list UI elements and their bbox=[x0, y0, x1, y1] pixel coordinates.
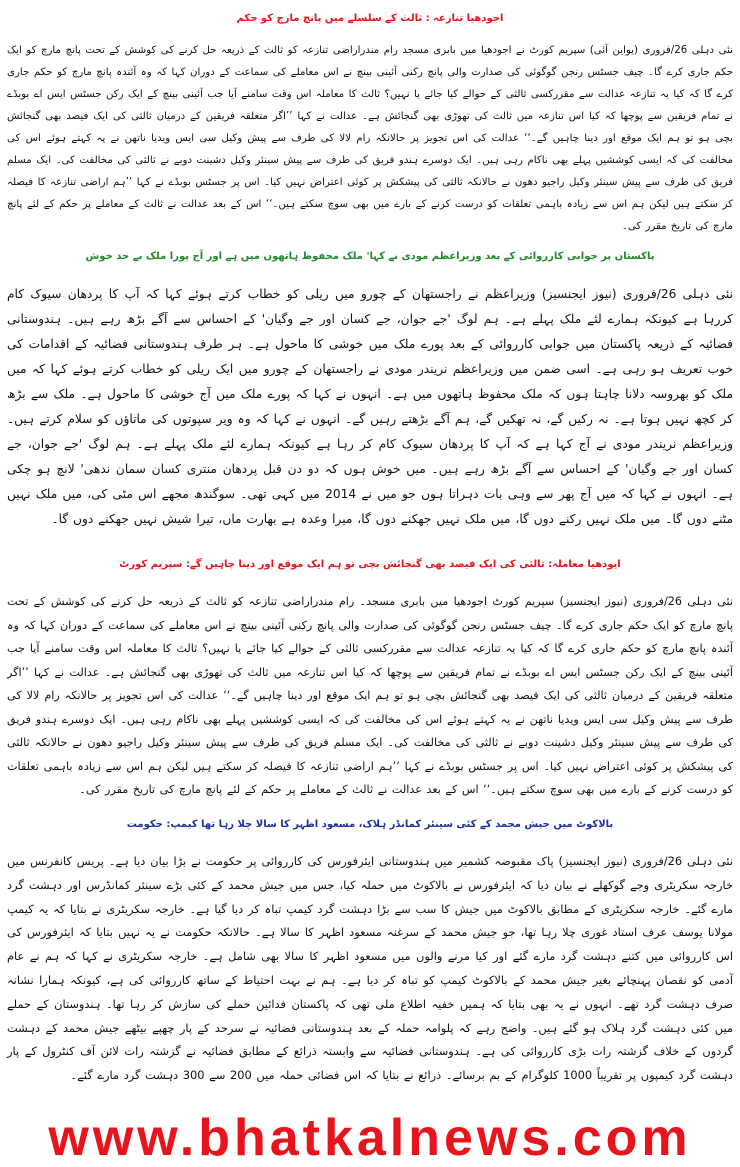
article-headline: ایودھیا معاملہ: ثالثی کی ایک فیصد بھی گنجائش بچی تو ہم ایک موقع اور دینا چاہیں گے: سپریم کورٹ bbox=[119, 559, 621, 570]
article-headline: اجودھیا تنازعہ : ثالث کے سلسلے میں پانچ مارچ کو حکم bbox=[236, 13, 504, 24]
article-body: نئی دہلی 26/فروری (نیوز ایجنسیز) سپریم کورٹ اجودھیا میں بابری مسجد۔ رام مندراراضی تنازعہ کو ثالث کے ذریعہ حل کرنے کی کوشش کے تحت پانچ مارچ کو ایک حکم جاری کرے گا۔ چیف جسٹس رنجن گوگوئی کی صدارت والی پانچ رکنی آئینی بینچ نے اس معاملے کی سماعت کے دوران کہا کہ وہ آئندہ پانچ مارچ کو حکم جاری کرے گا کہ کیا یہ تنازعہ عدالت سے مقررکسی ثالثی کے حوالے کیا جائے یا نہیں؟ ثالث کا معاملہ اس وقت سامنے آیا جب آئینی بینچ کے ایک رکن جسٹس ایس اے بوبڈے نے تمام فریقین سے پوچھا کہ کیا اس تنازعہ میں ثالث کی تھوڑی بھی گنجائش ہے۔ عدالت نے کہا ’’اگر متعلقہ فریقین کے درمیان ثالثی کی ایک فیصد بھی گنجائش بچی ہو تو ہم ایک موقع اور دینا چاہیں گے۔‘‘ عدالت کی اس تجویز پر حالانکہ رام لالا کی طرف سے پیش وکیل سی ایس ویدیا ناتھن نے یہ کہتے ہوئے اس کی مخالفت کی کہ ایسی کوششیں پہلے بھی ناکام رہی ہیں۔ ایک دوسرے ہندو فریق کی طرف سے پیش سینئر وکیل دشینت دوبے نے ثالثی کی مخالفت کی۔ ایک مسلم فریق کی طرف سے پیش سینئر وکیل راجیو دھون نے حالانکہ ثالثی کی پیشکش پر کوئی اعتراض نہیں کیا۔ اس پر جسٹس بوبڈے نے کہا ’’ہم اراضی تنازعہ کا فیصلہ کر سکتے ہیں لیکن ہم اس سے زیادہ باہمی تعلقات کو درست کرنے کے بارے میں بھی سوچ سکتے ہیں۔‘‘ اس کے بعد عدالت نے ثالث کے معاملے پر حکم کے لئے پانچ مارچ کی تاریخ مقرر کی۔ bbox=[7, 595, 734, 796]
article-balakot-strike bbox=[0, 808, 740, 1088]
article-headline: بالاکوٹ میں جیش محمد کے کئی سینئر کمانڈر ہلاک، مسعود اظہر کا سالا چلا رہا تھا کیمپ: حکومت bbox=[126, 819, 614, 830]
article-body: نئی دہلی 26/فروری (نیوز ایجنسیز) وزیراعظم نے راجستھان کے چورو میں ریلی کو خطاب کرتے ہوئے کہا کہ آپ کا پردھان سیوک کام کررہا ہے کیونکہ ہمارے لئے ملک پہلے ہے۔ ہم لوگ 'جے جوان، جے کسان اور جے وگیان' کے احساس سے آگے بڑھ رہے ہیں۔ ہندوستانی فضائیہ کے ذریعہ پاکستان میں جوابی کارروائی کے بعد پورے ملک میں خوشی کا ماحول ہے۔ ہر طرف ہندوستانی فضائیہ کے اقدامات کی خوب تعریف ہو رہی ہے۔ اسی ضمن میں وزیراعظم نریندر مودی نے راجستھان کے چورو میں ایک ریلی کو خطاب کرتے ہوئے کہا کہ میں ملک کو بھروسہ دلانا چاہتا ہوں کہ ملک محفوظ ہاتھوں میں ہے۔ انہوں نے کہا کہ پورے ملک میں آج خوشی کا ماحول ہے۔ ملک سے بڑھ کر کچھ نہیں ہوتا ہے۔ نہ رکیں گے، نہ تھکیں گے، ہم آگے بڑھتے رہیں گے۔ انہوں نے کہا کہ وہ ویر سپوتوں کی ماتاؤں کو سلام کرتے ہیں۔ وزیراعظم نریندر مودی نے آج کہا ہے کہ آپ کا پردھان سیوک کام کر رہا ہے کیونکہ ہمارے لئے ملک پہلے ہے۔ ہم لوگ 'جے جوان، جے کسان اور جے وگیان' کے احساس سے آگے بڑھ رہے ہیں۔ میں خوش ہوں کہ دو دن قبل پردھان منتری کسان سمان ندھی' لانچ ہو چکی ہے۔ انہوں نے کہا کہ میں آج پھر سے وہی بات دہراتا ہوں جو میں نے 2014 میں کہی تھی۔ سوگندھ مجھے اس مٹی کی، میں ملک نہیں مٹنے دوں گا۔ میں ملک نہیں رکنے دوں گا، میں ملک نہیں جھکنے دوں گا، میرا وعدہ ہے بھارت ماں، تیرا شیش نہیں جھکنے دوں گا۔ bbox=[7, 287, 733, 526]
article-body: نئی دہلی 26/فروری (یواین آئی) سپریم کورٹ نے اجودھیا میں بابری مسجد رام مندراراضی تنازعہ کو ثالث کے ذریعہ حل کرنے کی کوشش کے تحت پانچ مارچ کو ایک حکم جاری کرے گا۔ چیف جسٹس رنجن گوگوئی کی صدارت والی پانچ رکنی آئینی بینچ نے اس معاملے کی سماعت کے دوران کہا کہ وہ آئندہ پانچ مارچ کو حکم جاری کرے گا کہ کیا یہ تنازعہ عدالت سے مقررکسی ثالثی کے حوالے کیا جائے یا نہیں؟ ثالث کا معاملہ اس وقت سامنے آیا جب آئینی بینچ کے ایک رکن جسٹس ایس اے بوبڈے نے تمام فریقین سے پوچھا کہ کیا اس تنازعہ میں ثالث کی تھوڑی بھی گنجائش ہے۔ عدالت نے کہا ’’اگر متعلقہ فریقین کے درمیان ثالثی کی ایک فیصد بھی گنجائش بچی ہو تو ہم ایک موقع اور دینا چاہیں گے۔‘‘ عدالت کی اس تجویز پر حالانکہ رام لالا کی طرف سے پیش وکیل سی ایس ویدیا ناتھن نے یہ کہتے ہوئے اس کی مخالفت کی کہ ایسی کوششیں پہلے بھی ناکام رہی ہیں۔ ایک دوسرے ہندو فریق کی طرف سے پیش سینئر وکیل دشینت دوبے نے ثالثی کی مخالفت کی۔ ایک مسلم فریق کی طرف سے پیش سینئر وکیل راجیو دھون نے حالانکہ ثالثی کی پیشکش پر کوئی اعتراض نہیں کیا۔ اس پر جسٹس بوبڈے نے کہا ’’ہم اراضی تنازعہ کا فیصلہ کر سکتے ہیں لیکن ہم اس سے زیادہ باہمی تعلقات کو درست کرنے کے بارے میں بھی سوچ سکتے ہیں۔‘‘ اس کے بعد عدالت نے ثالث کے معاملے پر حکم کے لئے پانچ مارچ کی تاریخ مقرر کی۔ bbox=[7, 45, 734, 232]
article-ayodhya-mediation-order bbox=[0, 2, 740, 238]
site-url-footer[interactable]: www.bhatkalnews.com bbox=[48, 1109, 692, 1167]
article-body: نئی دہلی 26/فروری (نیوز ایجنسیز) پاک مقبوضہ کشمیر میں ہندوستانی ایئرفورس کی کارروائی پر حکومت نے بڑا بیان دیا ہے۔ پریس کانفرنس میں خارجہ سکریٹری وجے گوکھلے نے بیان دیا کہ ایئرفورس نے بالاکوٹ میں حملہ کیا، جس میں جیش محمد کے کئی بڑے سینئر کمانڈرس اور دہشت گرد مارے گئے۔ خارجہ سکریٹری کے مطابق بالاکوٹ میں جیش کا سب سے بڑا دہشت گرد کیمپ تباہ کر دیا گیا ہے۔ خارجہ سکریٹری نے بتایا کہ یہ کیمپ مولانا یوسف عرف استاد غوری چلا رہا تھا، جو جیش محمد کے سرغنہ مسعود اظہر کا سالا ہے۔ حالانکہ حکومت نے یہ نہیں بتایا کہ ایئرفورس کی اس کارروائی میں کتنے دہشت گرد مارے گئے اور کیا مرنے والوں میں مسعود اظہر کا سالا بھی شامل ہے۔ خارجہ سکریٹری نے کہا کہ ہم نے عام آدمی کو نقصان پہنچائے بغیر جیش محمد کے بالاکوٹ کیمپ کو تباہ کر دیا ہے۔ ہم نے بہت احتیاط کے ساتھ کارروائی کی ہے، کیونکہ ہمارا نشانہ صرف دہشت گرد تھے۔ انہوں نے یہ بھی بتایا کہ ہمیں خفیہ اطلاع ملی تھی کہ پاکستان فدائین حملے کی سازش کر رہا تھا۔ ہندوستان کے حملے میں کئی دہشت گرد ہلاک ہو گئے ہیں۔ واضح رہے کہ پلوامہ حملہ کے بعد ہندوستانی فضائیہ نے سرحد کے پار چھپے بیٹھے جیش محمد کے دہشت گردوں کے خلاف گزشتہ رات بڑی کارروائی کی ہے۔ ہندوستانی فضائیہ سے وابستہ ذرائع کے مطابق فضائیہ نے گزشتہ رات لائن آف کنٹرول کے پار دہشت گرد کیمپوں پر تقریباً 1000 کلوگرام کے بم برسائے۔ ذرائع نے بتایا کہ اس فضائی حملہ میں 200 سے 300 دہشت گرد مارے گئے۔ bbox=[7, 854, 733, 1083]
article-modi-rally bbox=[0, 240, 740, 532]
article-headline: پاکستان پر جوابی کارروائی کے بعد وزیراعظم مودی نے کہا' ملک محفوظ ہاتھوں میں ہے اور آج پورا ملک بے حد خوش bbox=[85, 251, 655, 262]
article-ayodhya-supreme-court bbox=[0, 548, 740, 802]
